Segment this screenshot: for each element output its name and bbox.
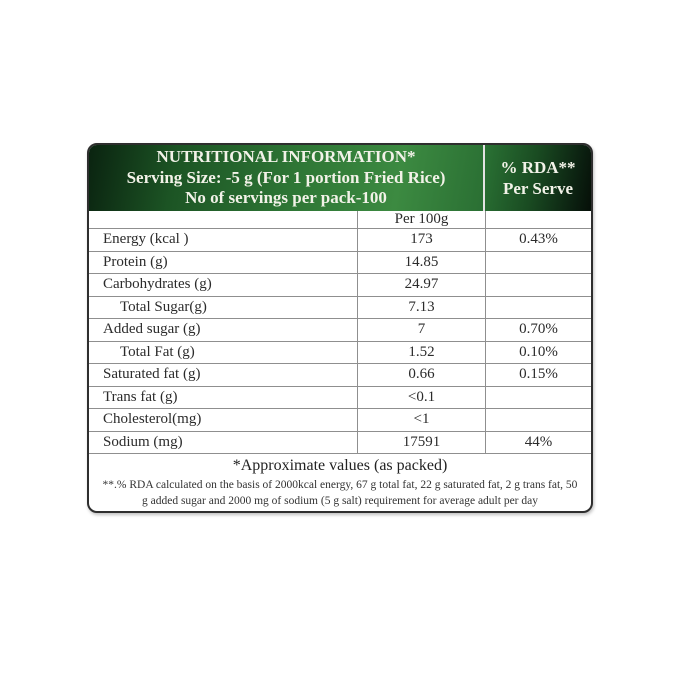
row-rda <box>486 387 591 409</box>
rda-header-line2: Per Serve <box>502 179 573 198</box>
row-value: 173 <box>358 229 486 251</box>
row-label: Sodium (mg) <box>89 432 358 454</box>
row-value: 14.85 <box>358 252 486 274</box>
per-100g-header-row <box>89 211 591 229</box>
row-rda <box>486 274 591 296</box>
rda-column-header <box>485 145 591 211</box>
table-row <box>89 342 591 365</box>
row-value: <0.1 <box>358 387 486 409</box>
row-label: Saturated fat (g) <box>89 364 358 386</box>
row-label: Protein (g) <box>89 252 358 274</box>
approx-note: *Approximate values (as packed) <box>232 456 448 474</box>
row-rda: 44% <box>524 433 553 450</box>
empty-rda-cell <box>486 211 591 228</box>
row-rda: 0.70% <box>519 321 558 338</box>
row-value: <1 <box>358 409 486 431</box>
row-rda: 0.15% <box>519 366 558 383</box>
servings-per-pack-line: No of servings per pack-100 <box>185 188 387 208</box>
row-rda <box>486 297 591 319</box>
row-rda: 0.10% <box>519 343 558 360</box>
table-row <box>89 297 591 320</box>
row-rda: 0.43% <box>519 231 558 248</box>
row-label: Carbohydrates (g) <box>89 274 358 296</box>
row-value: 7.13 <box>358 297 486 319</box>
row-label: Trans fat (g) <box>89 387 358 409</box>
row-value: 24.97 <box>358 274 486 296</box>
table-row <box>89 274 591 297</box>
table-row <box>89 432 591 455</box>
row-label: Total Sugar(g) <box>89 297 358 319</box>
rda-header-line1: % RDA** <box>500 157 576 177</box>
table-row <box>89 229 591 252</box>
row-value: 7 <box>358 319 486 341</box>
row-value: 0.66 <box>358 364 486 386</box>
table-row <box>89 409 591 432</box>
row-value: 17591 <box>358 432 486 454</box>
per-100g-header: Per 100g <box>358 211 486 228</box>
table-row <box>89 387 591 410</box>
row-label: Total Fat (g) <box>89 342 358 364</box>
table-rows <box>89 229 591 454</box>
row-rda <box>486 252 591 274</box>
table-row <box>89 319 591 342</box>
rda-footnote: **.% RDA calculated on the basis of 2000kcal energy, 67 g total fat, 22 g saturated fat, 2 g trans fat, 50 g added sugar and 2000 mg of sodium (5 g salt) requirement for average adult per day <box>102 479 578 507</box>
empty-label-cell <box>89 211 358 228</box>
row-value: 1.52 <box>358 342 486 364</box>
serving-size-line: Serving Size: -5 g (For 1 portion Fried Rice) <box>126 167 446 187</box>
row-label: Energy (kcal ) <box>89 229 358 251</box>
table-header <box>89 145 591 211</box>
row-rda <box>486 409 591 431</box>
table-row <box>89 252 591 275</box>
row-label: Cholesterol(mg) <box>89 409 358 431</box>
table-title: NUTRITIONAL INFORMATION* <box>156 146 416 166</box>
row-label: Added sugar (g) <box>89 319 358 341</box>
nutrition-table <box>87 143 593 513</box>
table-row <box>89 364 591 387</box>
table-header-main <box>89 145 485 211</box>
